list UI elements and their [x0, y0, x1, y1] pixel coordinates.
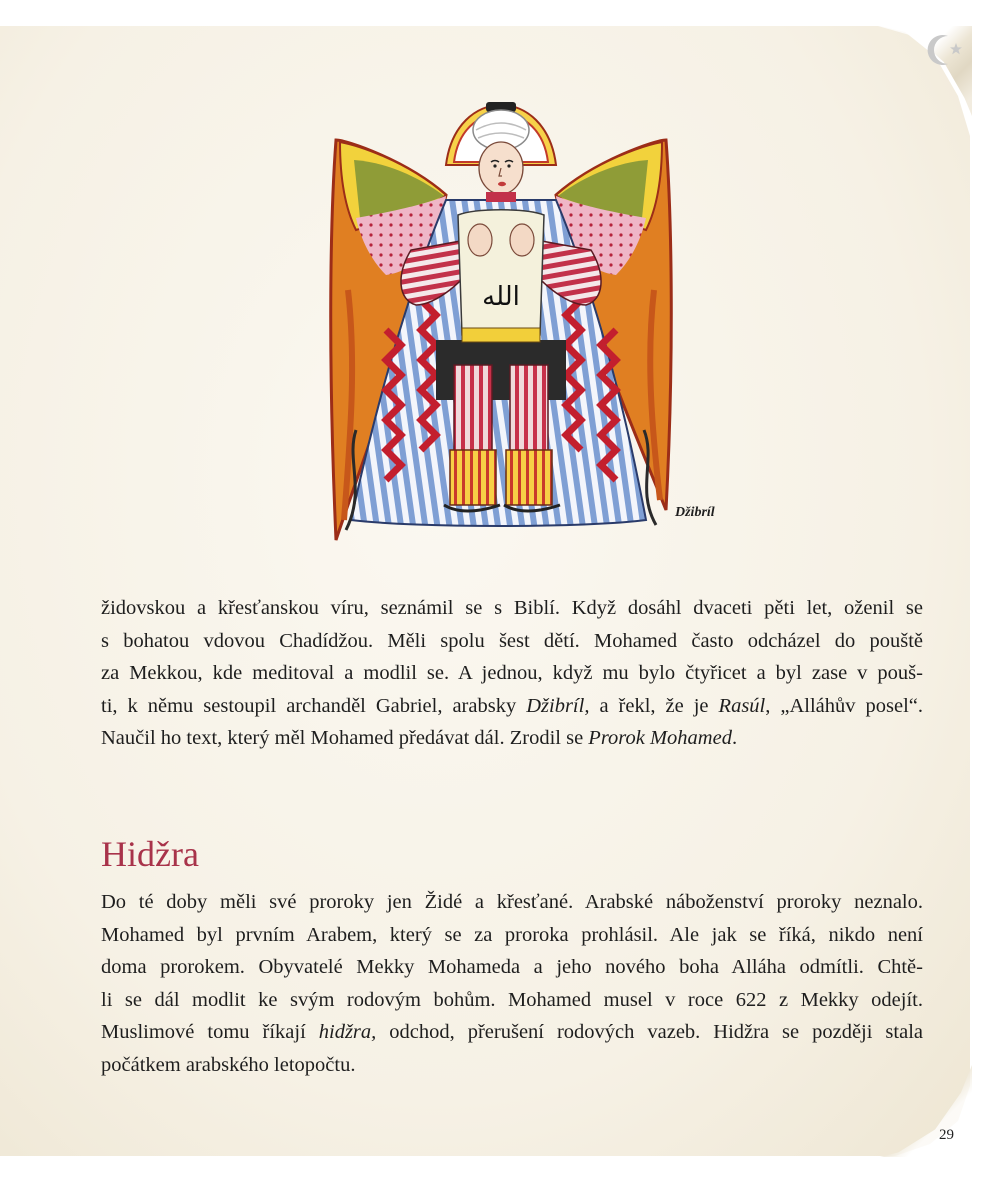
- text-line: za Mekkou, kde meditoval a modlil se. A jednou, když mu bylo čtyřicet a byl zase v pouš-: [101, 662, 923, 684]
- illustration-caption: Džibríl: [675, 505, 715, 520]
- intro-paragraph: [101, 592, 923, 755]
- text-line: doma prorokem. Obyvatelé Mekky Mohameda a jeho nového boha Alláha odmítli. Chtě-: [101, 956, 923, 978]
- gabriel-illustration: [326, 100, 676, 545]
- text-line: Naučil ho text, který měl Mohamed předávat dál. Zrodil se Prorok Mohamed.: [101, 727, 738, 749]
- scroll-text: الله: [482, 282, 520, 312]
- text-line: li se dál modlit ke svým rodovým bohům. Mohamed musel v roce 622 z Mekky odejít.: [101, 988, 923, 1011]
- term-dzibril: Džibríl,: [526, 694, 590, 717]
- text-line: Muslimové tomu říkají hidžra, odchod, přerušení rodových vazeb. Hidžra se později stala: [101, 1021, 923, 1043]
- text-line: Mohamed byl prvním Arabem, který se za proroka prohlásil. Ale jak se říká, nikdo není: [101, 923, 923, 946]
- text-line: s bohatou vdovou Chadídžou. Měli spolu šest dětí. Mohamed často odcházel do pouště: [101, 629, 923, 652]
- text-line: židovskou a křesťanskou víru, seznámil se s Biblí. Když dosáhl dvaceti pěti let, oženil se: [101, 597, 923, 619]
- section-heading: Hidžra: [101, 834, 199, 874]
- text-line: Do té doby měli své proroky jen Židé a křesťané. Arabské náboženství proroky neznalo.: [101, 891, 923, 913]
- text-line: ti, k němu sestoupil archanděl Gabriel, arabsky Džibríl, a řekl, že je Rasúl, „Alláhův posel“.: [101, 694, 924, 717]
- crescent-star-icon: [926, 30, 966, 70]
- term-prorok-mohamed: Prorok Mohamed: [588, 727, 732, 749]
- term-rasul: Rasúl: [718, 694, 766, 717]
- text-line: počátkem arabského letopočtu.: [101, 1053, 356, 1076]
- page-number: 29: [939, 1127, 954, 1143]
- term-hidzra: hidžra,: [318, 1021, 377, 1043]
- hidzra-paragraph: [101, 886, 923, 1081]
